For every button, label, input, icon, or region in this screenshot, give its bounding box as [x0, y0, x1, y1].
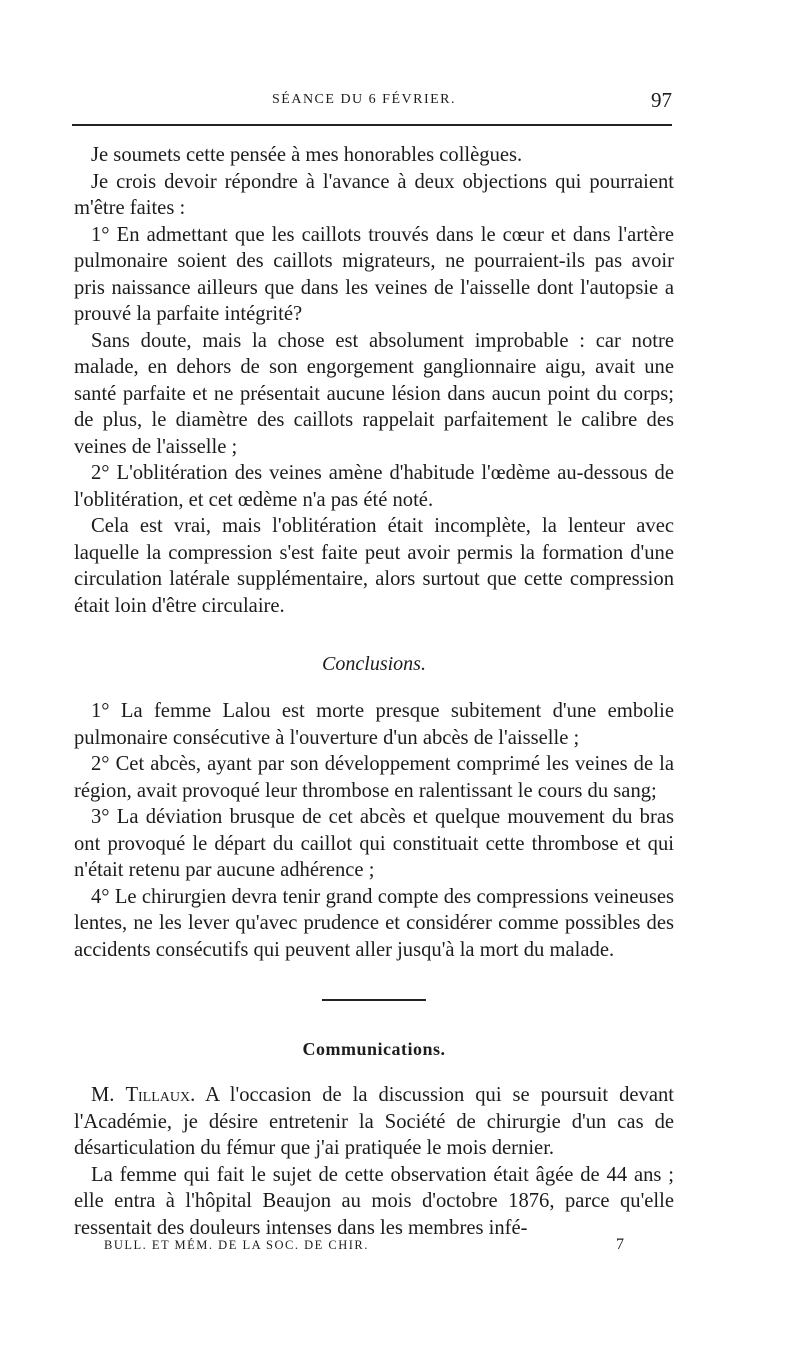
paragraph: 1° En admettant que les caillots trouvés dans le cœur et dans l'artère pulmonaire soient des caillots migrateurs, ne pourraient-ils pas avoir pris naissance ailleurs que dans les veines de l'aisselle dont l'autopsie a prouvé la parfaite intégrité?: [74, 223, 674, 325]
speaker-suffix: .: [190, 1084, 196, 1106]
speaker-prefix: M.: [91, 1084, 126, 1106]
conclusion-item: 3° La déviation brusque de cet abcès et quelque mouvement du bras ont provoqué le départ du caillot qui constituait cette thrombose et qui n'était retenu par aucune adhérence ;: [74, 806, 674, 881]
paragraph: Cela est vrai, mais l'oblitération était incomplète, la lenteur avec laquelle la compression s'est faite peut avoir permis la formation d'une circulation latérale supplémentaire, alors surtout que cette compression était loin d'être circulaire.: [74, 515, 674, 617]
speaker-name: Tillaux: [125, 1084, 191, 1106]
communication-text: A l'occasion de la discussion qui se poursuit devant l'Académie, je désire entretenir la Société de chirurgie d'un cas de désarticulation du fémur que j'ai pratiquée le mois dernier.: [74, 1084, 675, 1159]
page-footer: [104, 1236, 624, 1256]
page-header: [72, 88, 672, 116]
conclusion-item: 1° La femme Lalou est morte presque subitement d'une embolie pulmonaire consécutive à l'ouverture d'un abcès de l'aisselle ;: [74, 700, 674, 749]
paragraph: Je soumets cette pensée à mes honorables collègues.: [91, 144, 523, 166]
conclusion-item: 4° Le chirurgien devra tenir grand compte des compressions veineuses lentes, ne les lever qu'avec prudence et considérer comme possibles des accidents consécutifs qui peuvent aller jusqu'à la mort du malade.: [74, 885, 674, 961]
communication-paragraph: [74, 1082, 674, 1162]
communications-heading: Communications.: [302, 1039, 446, 1059]
conclusion-item: 2° Cet abcès, ayant par son développement comprimé les veines de la région, avait provoqué leur thrombose en ralentissant le cours du sang;: [74, 753, 674, 802]
section-divider: [322, 999, 426, 1001]
paragraph: Sans doute, mais la chose est absolument improbable : car notre malade, en dehors de son engorgement ganglionnaire aigu, avait une santé parfaite et ne présentait aucune lésion dans aucun point du corps; de plus, le diamètre des caillots rappelait parfaitement le calibre des veines de l'aisselle ;: [74, 329, 674, 458]
paragraph: 2° L'oblitération des veines amène d'habitude l'œdème au-dessous de l'oblitération, et cet œdème n'a pas été noté.: [74, 462, 674, 511]
communication-paragraph: La femme qui fait le sujet de cette observation était âgée de 44 ans ; elle entra à l'hôpital Beaujon au mois d'octobre 1876, parce qu'elle ressentait des douleurs intenses dans les membres infé-: [74, 1163, 674, 1239]
body-text: [74, 142, 674, 1241]
conclusions-heading: Conclusions.: [322, 653, 426, 675]
footer-signature-number: 7: [616, 1236, 624, 1253]
header-rule: [72, 124, 672, 126]
page-number: 97: [651, 88, 672, 112]
footer-signature: BULL. ET MÉM. DE LA SOC. DE CHIR.: [104, 1238, 369, 1252]
paragraph: Je crois devoir répondre à l'avance à deux objections qui pourraient m'être faites :: [74, 170, 674, 219]
running-head: SÉANCE DU 6 FÉVRIER.: [272, 92, 457, 107]
